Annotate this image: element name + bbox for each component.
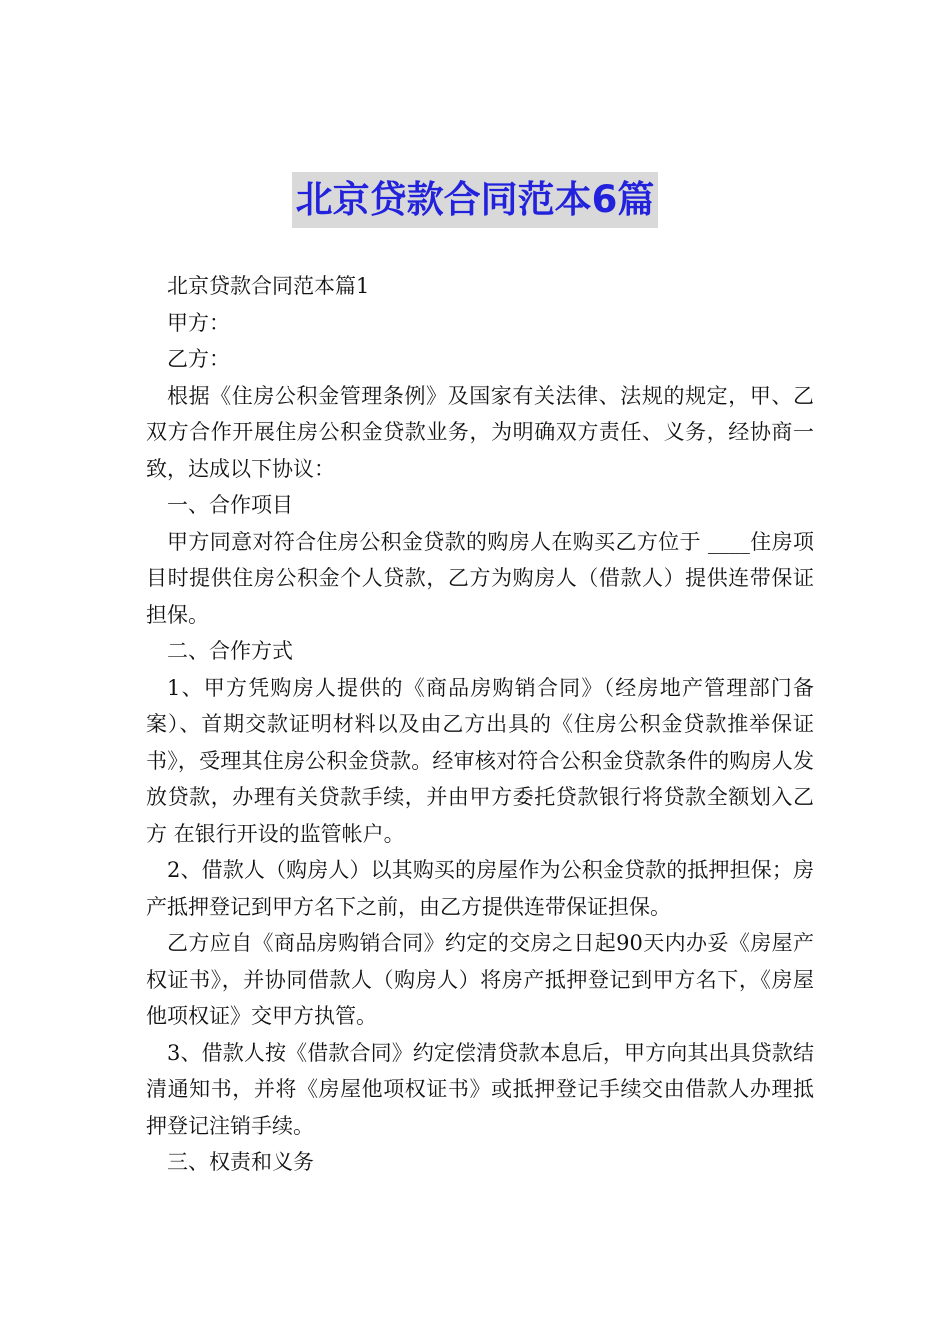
clause-paragraph: 2、借款人（购房人）以其购买的房屋作为公积金贷款的抵押担保；房产抵押登记到甲方名下之前，由乙方提供连带保证担保。 (146, 858, 814, 919)
clause-heading-3: 三、权责和义务 (167, 1150, 314, 1174)
title-container (0, 172, 950, 228)
clause-paragraph: 甲方同意对符合住房公积金贷款的购房人在购买乙方位于 ____住房项目时提供住房公积金个人贷款，乙方为购房人（借款人）提供连带保证担保。 (146, 529, 814, 627)
clause-paragraph: 1、甲方凭购房人提供的《商品房购销合同》（经房地产管理部门备案）、首期交款证明材料以及由乙方出具的《住房公积金贷款推举保证书》，受理其住房公积金贷款。经审核对符合公积金贷款条件的购房人发放贷款，办理有关贷款手续，并由甲方委托贷款银行将贷款全额划入乙方 在银行开设的监管帐户。 (146, 675, 814, 846)
party-b-line: 乙方： (167, 347, 230, 371)
preamble-paragraph: 根据《住房公积金管理条例》及国家有关法律、法规的规定，甲、乙双方合作开展住房公积金贷款业务，为明确双方责任、义务，经协商一致，达成以下协议： (146, 383, 814, 481)
clause-heading-1: 一、合作项目 (167, 493, 293, 517)
clause-heading-2: 二、合作方式 (167, 639, 293, 663)
clause-paragraph: 乙方应自《商品房购销合同》约定的交房之日起90天内办妥《房屋产权证书》，并协同借款人（购房人）将房产抵押登记到甲方名下，《房屋他项权证》交甲方执管。 (146, 931, 814, 1028)
section-heading: 北京贷款合同范本篇1 (167, 274, 370, 298)
clause-paragraph: 3、借款人按《借款合同》约定偿清贷款本息后，甲方向其出具贷款结清通知书，并将《房屋他项权证书》或抵押登记手续交由借款人办理抵押登记注销手续。 (146, 1040, 814, 1138)
document-body (146, 268, 814, 1181)
party-a-line: 甲方： (167, 310, 230, 335)
document-title: 北京贷款合同范本6篇 (292, 172, 659, 228)
